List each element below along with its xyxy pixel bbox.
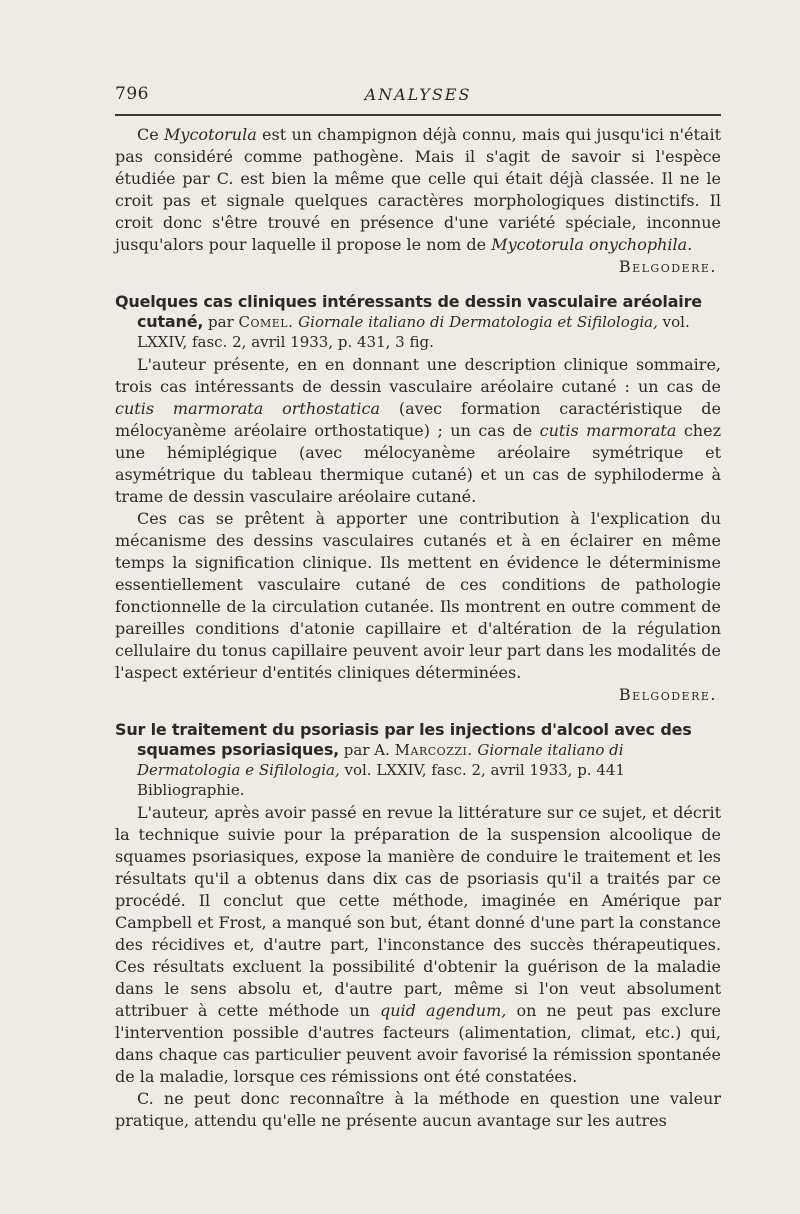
article-author: Marcozzi. <box>394 741 473 759</box>
citation-ref: vol. LXXIV, fasc. 2, avril 1933, p. 431, 3 fig. <box>137 313 690 351</box>
review-paragraph: C. ne peut donc reconnaître à la méthode en question une valeur pratique, attendu qu'elle ne présente aucun avantage sur les autres <box>115 1089 721 1130</box>
reviewer-signature: Belgodere. <box>618 257 717 276</box>
article-title: Quelques cas cliniques intéressants de dessin vasculaire aréolaire cutané, <box>115 292 702 331</box>
latin-term: cutis marmorata <box>539 421 677 440</box>
page-body <box>115 124 721 1132</box>
journal-name: Giornale italiano di Dermatologia e Sifilologia, <box>137 741 624 779</box>
latin-phrase: quid agendum, <box>379 1001 507 1020</box>
article-title: Sur le traitement du psoriasis par les injections d'alcool avec des squames psoriasiques, <box>115 720 692 759</box>
citation: par Comel. Giornale italiano di Dermatologia et Sifilologia, vol. LXXIV, fasc. 2, avril 1933, p. 431, 3 fig. <box>137 313 690 351</box>
article-heading <box>115 720 721 800</box>
review-paragraph: L'auteur, après avoir passé en revue la littérature sur ce sujet, et décrit la technique suivie pour la préparation de la suspension alcoolique de squames psoriasiques, expose la manière de conduire le traitement et les résultats qu'il a obtenus dans dix cas de psoriasis qu'il a traités par ce procédé. Il conclut que cette méthode, imaginée en Amérique par Campbell et Frost, a manqué son but, étant donné d'une part la constance des récidives et, d'autre part, l'inconstance des succès thérapeutiques. Ces résultats excluent la possibilité d'obtenir la guérison de la maladie dans le sens absolu et, d'autre part, même si l'on veut absolument attribuer à cette méthode un quid agendum, on ne peut pas exclure l'intervention possible d'autres facteurs (alimentation, climat, etc.) qui, dans chaque cas particulier peuvent avoir favorisé la rémission spontanée de la maladie, lorsque ces rémissions ont été constatées. <box>115 803 721 1086</box>
review-paragraph: L'auteur présente, en en donnant une description clinique sommaire, trois cas intéressants de dessin vasculaire aréolaire cutané : un cas de cutis marmorata orthostatica (avec formation caractéristique de mélocyanème aréolaire orthostatique) ; un cas de cutis marmorata chez une hémiplégique (avec mélocyanème aréolaire symétrique et asymétrique du tableau thermique cutané) et un cas de syphiloderme à trame de dessin vasculaire aréolaire cutané. <box>115 355 722 506</box>
review-paragraph: Ces cas se prêtent à apporter une contribution à l'explication du mécanisme des dessins vasculaires cutanés et à en éclairer en même temps la signification clinique. Ils mettent en évidence le déterminisme essentiellement vasculaire cutané de ces conditions de pathologie fonctionnelle de la circulation cutanée. Ils montrent en outre comment de pareilles conditions d'atonie capillaire et d'altération de la régulation cellulaire du tonus capillaire peuvent avoir leur part dans les modalités de l'aspect extérieur d'entités cliniques déterminées. <box>115 509 721 682</box>
page-header <box>115 80 721 120</box>
citation-ref: vol. LXXIV, fasc. 2, avril 1933, p. 441 Bibliographie. <box>137 761 625 799</box>
latin-term: cutis marmorata orthostatica <box>115 399 380 418</box>
reviewer-signature: Belgodere. <box>618 685 717 704</box>
header-rule <box>115 114 721 116</box>
article-author: Comel. <box>238 313 294 331</box>
review-psoriasis <box>115 720 721 1132</box>
citation: par A. Marcozzi. Giornale italiano di Dermatologia e Sifilologia, vol. LXXIV, fasc. 2, avril 1933, p. 441 Bibliographie. <box>137 741 625 799</box>
genus-name: Mycotorula <box>164 125 257 144</box>
review-paragraph: Ce Mycotorula est un champignon déjà connu, mais qui jusqu'ici n'était pas considéré comme pathogène. Mais il s'agit de savoir si l'espèce étudiée par C. est bien la même que celle qui était déjà classée. Il ne le croit pas et signale quelques caractères morphologiques distinctifs. Il croit donc s'être trouvé en présence d'une variété spéciale, inconnue jusqu'alors pour laquelle il propose le nom de Mycotorula onychophila. <box>115 125 722 254</box>
running-head: ANALYSES <box>364 85 472 104</box>
review-dessin-vasculaire <box>115 292 721 706</box>
journal-name: Giornale italiano di Dermatologia et Sifilologia, <box>293 313 658 331</box>
species-name: Mycotorula onychophila. <box>491 235 693 254</box>
article-heading <box>115 292 721 352</box>
review-mycotorula <box>115 124 721 278</box>
page-number: 796 <box>115 84 149 104</box>
